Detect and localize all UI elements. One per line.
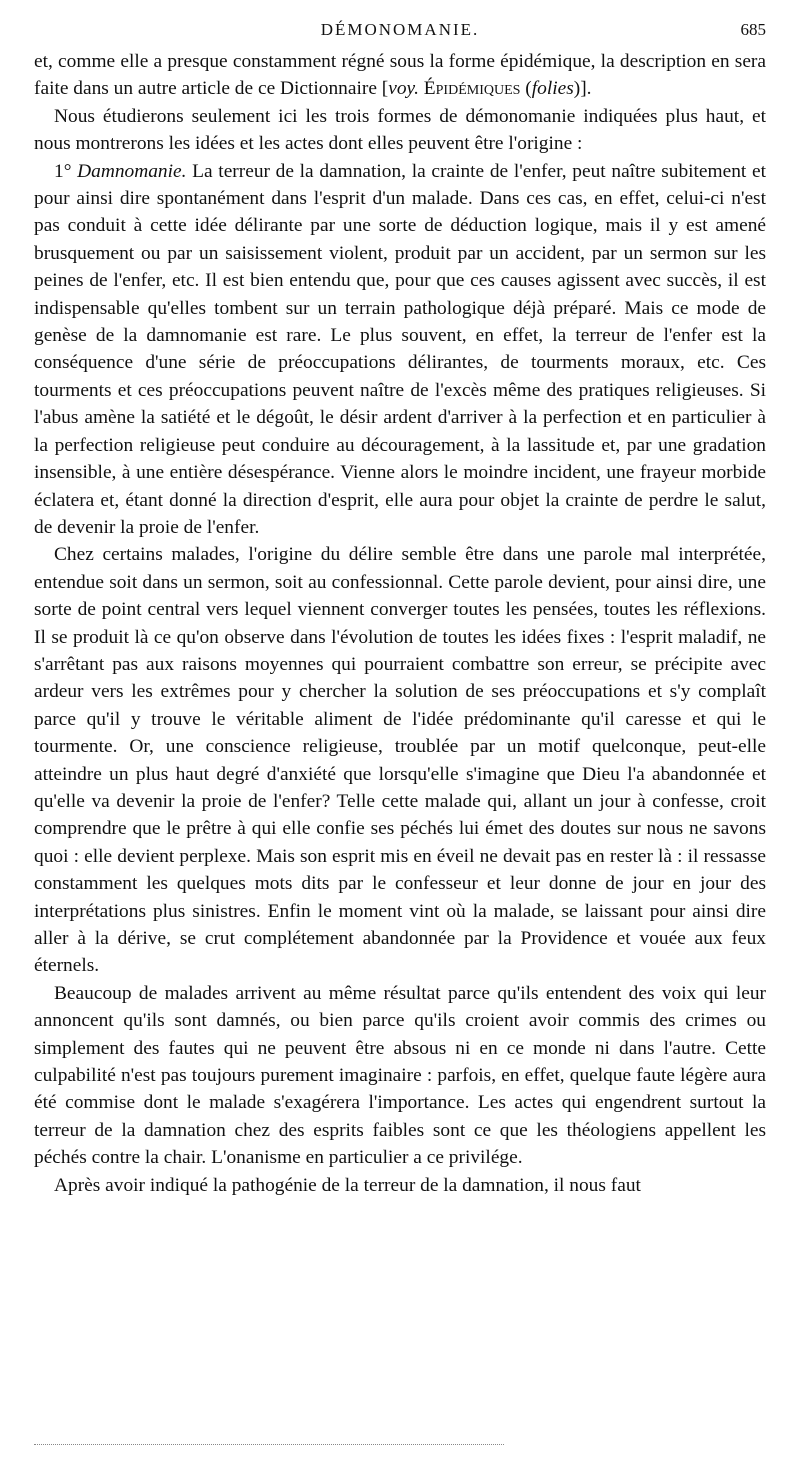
running-title: DÉMONOMANIE. [320, 20, 480, 39]
voy-abbrev: voy. [388, 78, 419, 100]
article-body [34, 48, 766, 1199]
paragraph-1: et, comme elle a presque constamment régné sous la forme épidémique, la description en sera faite dans un autre article de ce Dictionnaire [voy. Épidémiques (folies)]. [34, 51, 766, 100]
paragraph-3-text: La terreur de la damnation, la crainte de l'enfer, peut naître subitement et pour ainsi dire spontanément dans l'esprit d'un malade. Dans ces cas, en effet, celui-ci n'est pas conduit à cette idée délirante par une sorte de déduction logique, mais il y est amené brusquement ou par un saisissement violent, produit par un accident, par un sermon sur les peines de l'enfer, etc. Il est bien entendu que, pour que ces causes agissent avec succès, il est indispensable qu'elles tombent sur un terrain pathologique déjà préparé. Mais ce mode de genèse de la damnomanie est rare. Le plus souvent, en effet, la terreur de l'enfer est la conséquence d'une série de préoccupations délirantes, de tourments moraux, etc. Ces tourments et ces préoccupations peuvent naître de l'excès même des pratiques religieuses. Si l'abus amène la satiété et le dégoût, le désir ardent d'arriver à la perfection et en particulier à la perfection religieuse peut conduire au découragement, à la lassitude et, par une gradation insensible, à une entière désespérance. Vienne alors le moindre incident, une frayeur morbide éclatera et, étant donné la direction d'esprit, elle aura pour objet la crainte de perdre le salut, de devenir la proie de l'enfer. [34, 160, 766, 538]
paragraph-6: Après avoir indiqué la pathogénie de la terreur de la damnation, il nous faut [54, 1174, 641, 1196]
cross-reference: Épidémiques [423, 78, 521, 100]
cross-reference-sub: folies [531, 78, 574, 100]
section-term: Damnomanie. [77, 160, 187, 182]
footer-dotted-rule [34, 1444, 504, 1445]
paragraph-4: Chez certains malades, l'origine du délire semble être dans une parole mal interprétée, entendue soit dans un sermon, soit au confessionnal. Cette parole devient, pour ainsi dire, une sorte de point central vers lequel viennent converger toutes les pensées, toutes les réflexions. Il se produit là ce qu'on observe dans l'évolution de toutes les idées fixes : l'esprit maladif, ne s'arrêtant pas aux raisons moyennes qui pourraient combattre son erreur, se précipite avec ardeur vers les extrêmes pour y chercher la solution de ses préoccupations et s'y complaît parce qu'il y trouve le véritable aliment de l'idée prédominante qu'il caresse et qui le tourmente. Or, une conscience religieuse, troublée par un motif quelconque, peut-elle atteindre un plus haut degré d'anxiété que lorsqu'elle s'imagine que Dieu l'a abandonnée et qu'elle va devenir la proie de l'enfer? Telle cette malade qui, allant un jour à confesse, croit comprendre que le prêtre à qui elle confie ses péchés lui émet des doutes sur nous ne savons quoi : elle devient perplexe. Mais son esprit mis en éveil ne devait pas en rester là : il ressasse constamment les quelques mots dits par le confesseur et leur donne de jour en jour des interprétations plus sinistres. Enfin le moment vint où la malade, se laissant pour ainsi dire aller à la dérive, se crut complétement abandonnée par la Providence et vouée aux feux éternels. [34, 544, 766, 977]
paragraph-2: Nous étudierons seulement ici les trois formes de démonomanie indiquées plus haut, et nous montrerons les idées et les actes dont elles peuvent être l'origine : [34, 105, 766, 155]
running-head [34, 20, 766, 48]
page-number: 685 [740, 20, 766, 39]
paragraph-3 [34, 158, 766, 542]
section-number: 1° [54, 160, 78, 182]
paragraph-5: Beaucoup de malades arrivent au même résultat parce qu'ils entendent des voix qui leur annoncent qu'ils sont damnés, ou bien parce qu'ils croient avoir commis des crimes ou simplement des fautes qui ne peuvent être absous ni en ce monde ni dans l'autre. Cette culpabilité n'est pas toujours purement imaginaire : parfois, en effet, quelque faute légère aura été commise dont le malade s'exagérera l'importance. Les actes qui engendrent surtout la terreur de la damnation chez des esprits faibles sont ce que les théologiens appellent les péchés contre la chair. L'onanisme en particulier a ce privilége. [34, 982, 766, 1169]
paragraph-1-text: et, comme elle a presque constamment régné sous la forme épidémique, la description en sera faite dans un autre article de ce Dictionnaire [ [34, 51, 766, 100]
paragraph-1-end: )]. [573, 78, 592, 100]
page [34, 20, 766, 1199]
